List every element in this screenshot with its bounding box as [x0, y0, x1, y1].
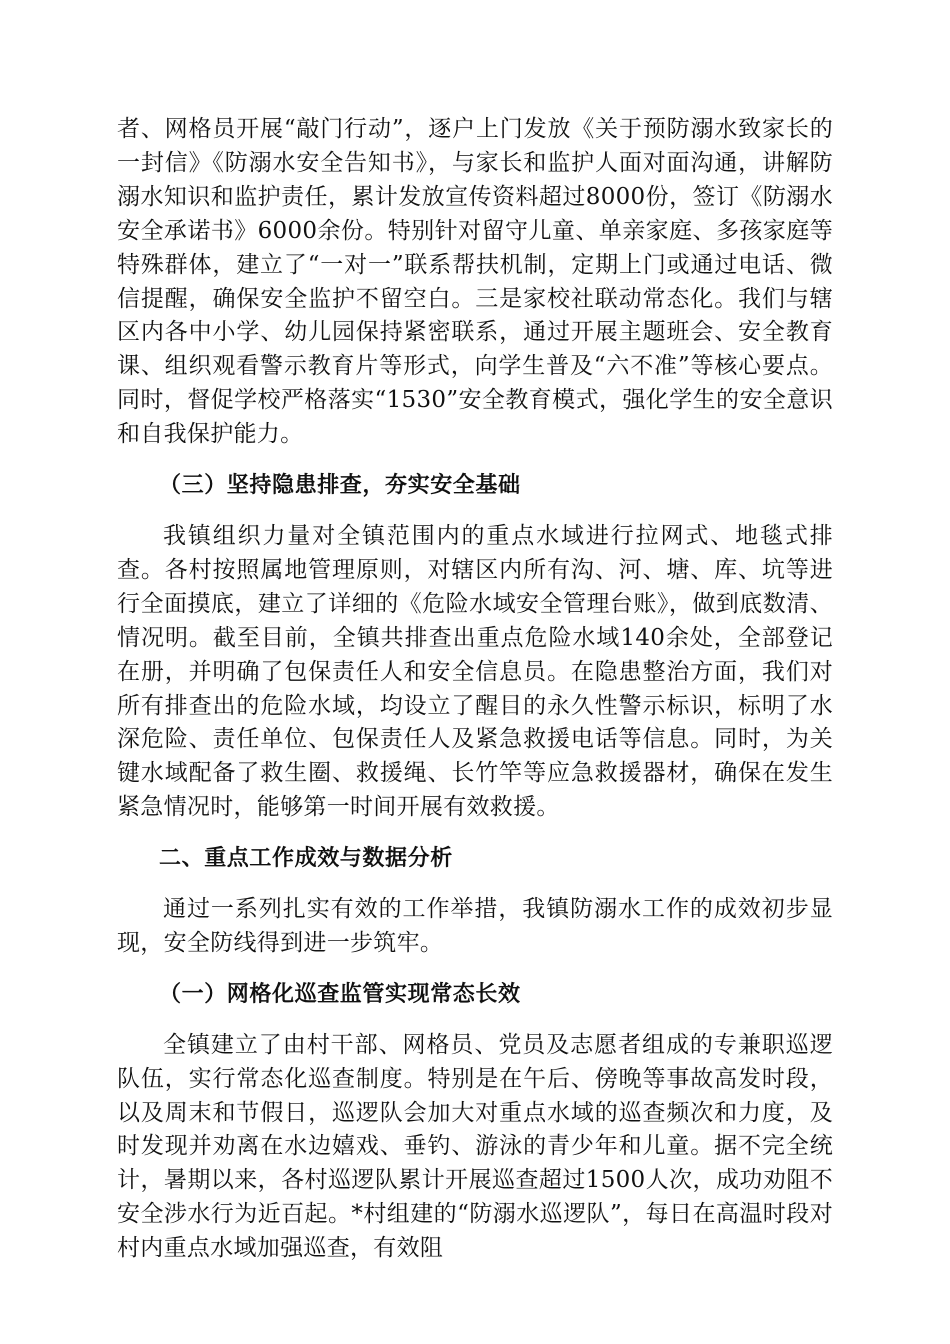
section-heading: （三）坚持隐患排查，夯实安全基础 [159, 473, 521, 499]
body-paragraph: 全镇建立了由村干部、网格员、党员及志愿者组成的专兼职巡逻队伍，实行常态化巡查制度。特别是在午后、傍晚等事故高发时段，以及周末和节假日，巡逻队会加大对重点水域的巡查频次和力度，及时发现并劝离在水边嬉戏、垂钓、游泳的青少年和儿童。据不完全统计，暑期以来，各村巡逻队累计开展巡查超过1500人次，成功劝阻不安全涉水行为近百起。*村组建的“防溺水巡逻队”，每日在高温时段对村内重点水域加强巡查，有效阻 [117, 1031, 833, 1262]
document-page [117, 113, 833, 1266]
body-paragraph: 者、网格员开展“敲门行动”，逐户上门发放《关于预防溺水致家长的一封信》《防溺水安全告知书》，与家长和监护人面对面沟通，讲解防溺水知识和监护责任，累计发放宣传资料超过8000份，签订《防溺水安全承诺书》6000余份。特别针对留守儿童、单亲家庭、多孩家庭等特殊群体，建立了“一对一”联系帮扶机制，定期上门或通过电话、微信提醒，确保安全监护不留空白。三是家校社联动常态化。我们与辖区内各中小学、幼儿园保持紧密联系，通过开展主题班会、安全教育课、组织观看警示教育片等形式，向学生普及“六不准”等核心要点。同时，督促学校严格落实“1530”安全教育模式，强化学生的安全意识和自我保护能力。 [117, 116, 833, 448]
body-paragraph: 通过一系列扎实有效的工作举措，我镇防溺水工作的成效初步显现，安全防线得到进一步筑牢。 [117, 896, 833, 956]
section-heading: （一）网格化巡查监管实现常态长效 [159, 981, 521, 1007]
body-paragraph: 我镇组织力量对全镇范围内的重点水域进行拉网式、地毯式排查。各村按照属地管理原则，对辖区内所有沟、河、塘、库、坑等进行全面摸底，建立了详细的《危险水域安全管理台账》，做到底数清、情况明。截至目前，全镇共排查出重点危险水域140余处，全部登记在册，并明确了包保责任人和安全信息员。在隐患整治方面，我们对所有排查出的危险水域，均设立了醒目的永久性警示标识，标明了水深危险、责任单位、包保责任人及紧急救援电话等信息。同时，为关键水域配备了救生圈、救援绳、长竹竿等应急救援器材，确保在发生紧急情况时，能够第一时间开展有效救援。 [117, 522, 833, 821]
section-heading: 二、重点工作成效与数据分析 [159, 846, 453, 872]
